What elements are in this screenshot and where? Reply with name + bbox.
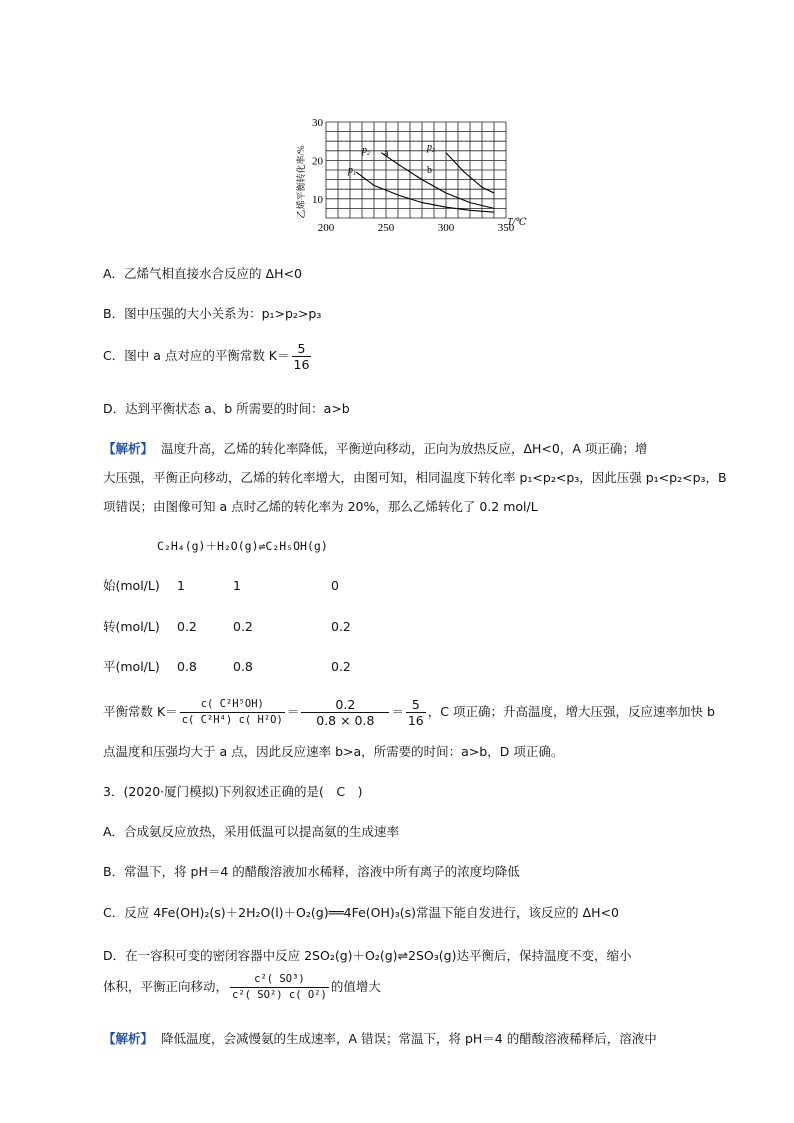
q3-option-a: A．合成氨反应放热，采用低温可以提高氨的生成速率 — [103, 824, 400, 839]
q3-option-c: C．反应 4Fe(OH)₂(s)＋2H₂O(l)＋O₂(g)══4Fe(OH)₃(s)常温下能自发进行，该反应的 ΔH<0 — [103, 905, 619, 920]
q3-option-d-line-1: D．在一容积可变的密闭容器中反应 2SO₂(g)＋O₂(g)⇌2SO₃(g)达平衡后，保持温度不变，缩小 — [103, 948, 632, 963]
option-b-expr: p₁>p₂>p₃ — [261, 306, 322, 321]
analysis-2-text: 降低温度，会减慢氨的生成速率，A 错误；常温下，将 pH＝4 的醋酸溶液稀释后，溶液中 — [160, 1031, 657, 1046]
row-v1: 0.2 — [177, 619, 197, 634]
row-v3: 0.2 — [331, 659, 351, 674]
row-label: 平(mol/L) — [103, 659, 160, 674]
option-c-fraction — [292, 341, 312, 372]
conversion-chart — [290, 112, 540, 242]
analysis-2-line — [103, 1029, 657, 1047]
reaction-equation: C₂H₄(g)＋H₂O(g)⇌C₂H₅OH(g) — [157, 539, 328, 553]
q3-d-fraction — [230, 972, 329, 1003]
k-fraction-1 — [180, 697, 285, 728]
y-axis-label — [295, 145, 306, 219]
analysis-text-1: 温度升高，乙烯的转化率降低，平衡逆向移动，正向为放热反应，ΔH<0，A 项正确；增 — [160, 441, 648, 456]
k-frac3-num: 5 — [406, 697, 426, 713]
table-row — [103, 617, 351, 635]
k-equals-2: ＝ — [391, 704, 404, 719]
analysis-line-2: 大压强，平衡正向移动，乙烯的转化率增大，由图可知，相同温度下转化率 p₁<p₂<p₃，因此压强 p₁<p₂<p₃，B — [103, 470, 727, 485]
q3-d-num: c²( SO³) — [230, 972, 329, 988]
x-tick-label: 300 — [437, 222, 455, 234]
k-frac2-den: 0.8 × 0.8 — [316, 713, 375, 728]
q3-option-d-line-2 — [103, 972, 381, 1003]
row-label: 转(mol/L) — [103, 619, 160, 634]
row-v2: 0.8 — [233, 659, 253, 674]
option-d: D．达到平衡状态 a、b 所需要的时间：a>b — [103, 401, 350, 416]
label-p1: $p_1$ — [348, 165, 356, 177]
row-v1: 1 — [177, 578, 185, 593]
x-tick-label: 350 — [497, 222, 515, 234]
y-tick-label: 20 — [312, 155, 323, 168]
series-line-p1 — [356, 172, 494, 212]
k-frac1-num: c( C²H⁵OH) — [180, 697, 285, 713]
option-b — [103, 304, 321, 322]
label-p2: $p_2$ — [362, 145, 370, 157]
row-v2: 0.2 — [233, 619, 253, 634]
row-label: 始(mol/L) — [103, 578, 160, 593]
analysis-line-1 — [103, 439, 647, 457]
option-a: A．乙烯气相直接水合反应的 ΔH<0 — [103, 266, 302, 281]
k-frac1-den: c( C²H⁴) c( H²O) — [181, 714, 283, 726]
option-c-num: 5 — [292, 341, 312, 357]
analysis-tag: 【解析】 — [103, 441, 154, 456]
table-row — [103, 576, 339, 594]
option-c-prefix: C．图中 a 点对应的平衡常数 K＝ — [103, 348, 290, 363]
row-v3: 0.2 — [331, 619, 351, 634]
label-b: b — [427, 165, 432, 176]
question-3-stem: 3．(2020·厦门模拟)下列叙述正确的是( C ) — [103, 784, 363, 799]
k-equals-1: ＝ — [286, 704, 300, 719]
option-b-prefix: B．图中压强的大小关系为： — [103, 306, 262, 321]
x-axis-label: T/℃ — [507, 217, 527, 228]
y-tick-label: 30 — [312, 117, 323, 129]
q3-option-b: B．常温下，将 pH＝4 的醋酸溶液加水稀释，溶液中所有离子的浓度均降低 — [103, 864, 520, 879]
k-frac2-num: 0.2 — [301, 697, 389, 713]
chart-ticks — [312, 117, 515, 234]
k-fraction-2 — [301, 697, 389, 728]
label-a: a — [384, 148, 389, 159]
k-prefix: 平衡常数 K＝ — [103, 704, 178, 719]
row-v3: 0 — [331, 578, 339, 593]
q3-d-prefix: 体积，平衡正向移动， — [103, 979, 229, 994]
row-v2: 1 — [233, 578, 241, 593]
k-fraction-3 — [406, 697, 426, 728]
label-p3: $p_3$ — [427, 142, 435, 154]
y-axis-label-text: 乙烯平衡转化率/% — [296, 145, 306, 219]
q3-d-den: c²( SO²) c( O²) — [232, 989, 327, 1001]
chart-grid — [326, 122, 506, 218]
k-frac3-den: 16 — [407, 713, 424, 728]
q3-d-suffix: 的值增大 — [330, 979, 381, 994]
y-tick-label: 10 — [312, 193, 323, 206]
option-c — [103, 341, 313, 372]
row-v1: 0.8 — [177, 659, 197, 674]
option-c-den: 16 — [293, 357, 310, 372]
analysis-2-tag: 【解析】 — [103, 1031, 154, 1046]
analysis-last-line: 点温度和压强均大于 a 点，因此反应速率 b>a，所需要的时间：a>b，D 项正确。 — [103, 744, 564, 759]
equilibrium-constant-line — [103, 697, 715, 728]
analysis-line-3: 项错误；由图像可知 a 点时乙烯的转化率为 20%，那么乙烯转化了 0.2 mol/L — [103, 499, 538, 514]
chart-curves — [356, 153, 494, 213]
table-row — [103, 657, 351, 675]
x-tick-label: 200 — [317, 222, 335, 234]
x-tick-label: 250 — [377, 222, 395, 234]
k-suffix: ，C 项正确；升高温度，增大压强，反应速率加快 b — [427, 704, 715, 719]
